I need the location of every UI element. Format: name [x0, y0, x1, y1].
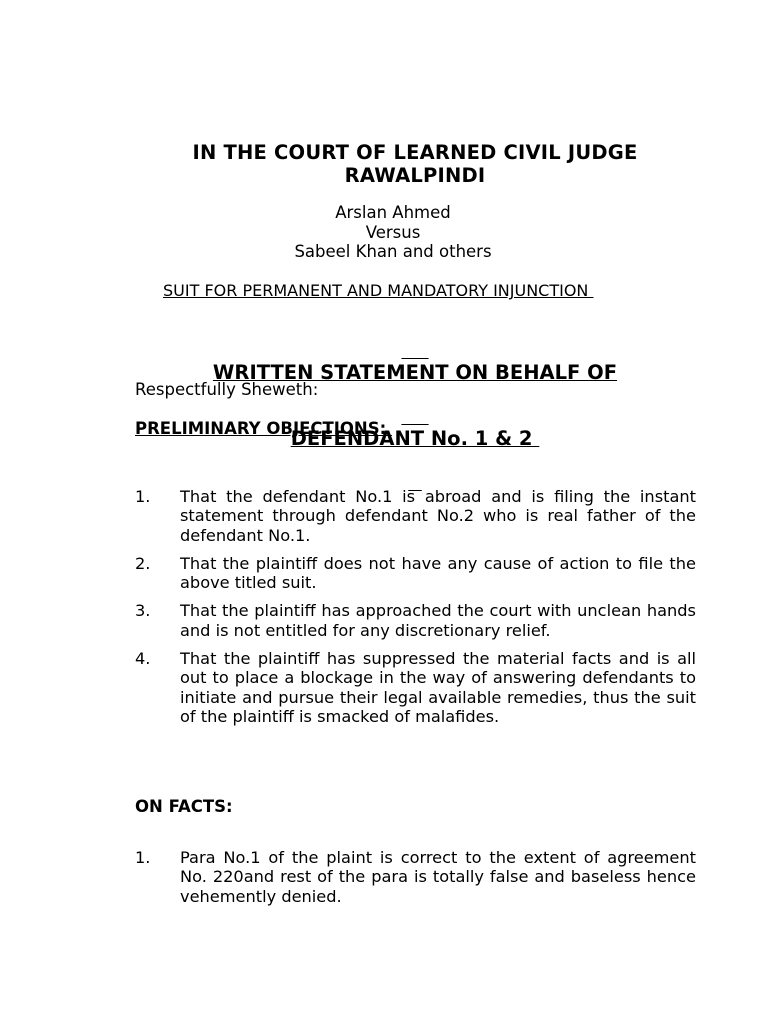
- defendants-name: Sabeel Khan and others: [294, 242, 492, 261]
- preliminary-objections-list: [135, 487, 696, 735]
- salutation: Respectfully Sheweth:: [135, 380, 319, 399]
- item-text: That the plaintiff has approached the court with unclean hands and is not entitled for any discretionary relief.: [180, 601, 696, 640]
- item-number: 3.: [135, 601, 151, 621]
- court-title-line-2: RAWALPINDI: [344, 164, 486, 187]
- list-item: [135, 649, 696, 726]
- suit-title: SUIT FOR PERMANENT AND MANDATORY INJUNCTION: [163, 281, 594, 300]
- list-item: [135, 487, 696, 545]
- item-text: Para No.1 of the plaint is correct to the extent of agreement No. 220and rest of the para is totally false and baseless hence vehemently denied.: [180, 848, 696, 906]
- plaintiff-name: Arslan Ahmed: [335, 203, 451, 222]
- case-parties: [0, 203, 768, 262]
- item-text: That the plaintiff has suppressed the material facts and is all out to place a blockage in the way of answering defendants to initiate and pursue their legal available remedies, thus the suit of the plaintiff is smacked of malafides.: [180, 649, 696, 726]
- item-number: 1.: [135, 848, 151, 867]
- item-text: That the plaintiff does not have any cause of action to file the above titled suit.: [180, 553, 696, 593]
- list-item: [135, 848, 696, 906]
- on-facts-heading: ON FACTS:: [135, 797, 233, 816]
- versus-label: Versus: [365, 222, 421, 242]
- item-text: That the defendant No.1 is abroad and is filing the instant statement through defendant No.2 who is real father of the defendant No.1.: [180, 487, 696, 545]
- court-title: [0, 141, 768, 187]
- written-statement-title: [0, 318, 768, 494]
- on-facts-list: [135, 848, 696, 915]
- written-statement-line-2: DEFENDANT No. 1 & 2: [290, 427, 540, 450]
- list-item: [135, 554, 696, 593]
- preliminary-objections-heading: PRELIMINARY OBJECTIONS:: [135, 419, 392, 438]
- item-number: 1.: [135, 487, 151, 506]
- list-item: [135, 601, 696, 640]
- written-statement-line-1: WRITTEN STATEMENT ON BEHALF OF: [212, 361, 618, 384]
- item-number: 4.: [135, 649, 151, 669]
- item-number: 2.: [135, 553, 151, 573]
- court-title-line-1: IN THE COURT OF LEARNED CIVIL JUDGE: [192, 141, 638, 164]
